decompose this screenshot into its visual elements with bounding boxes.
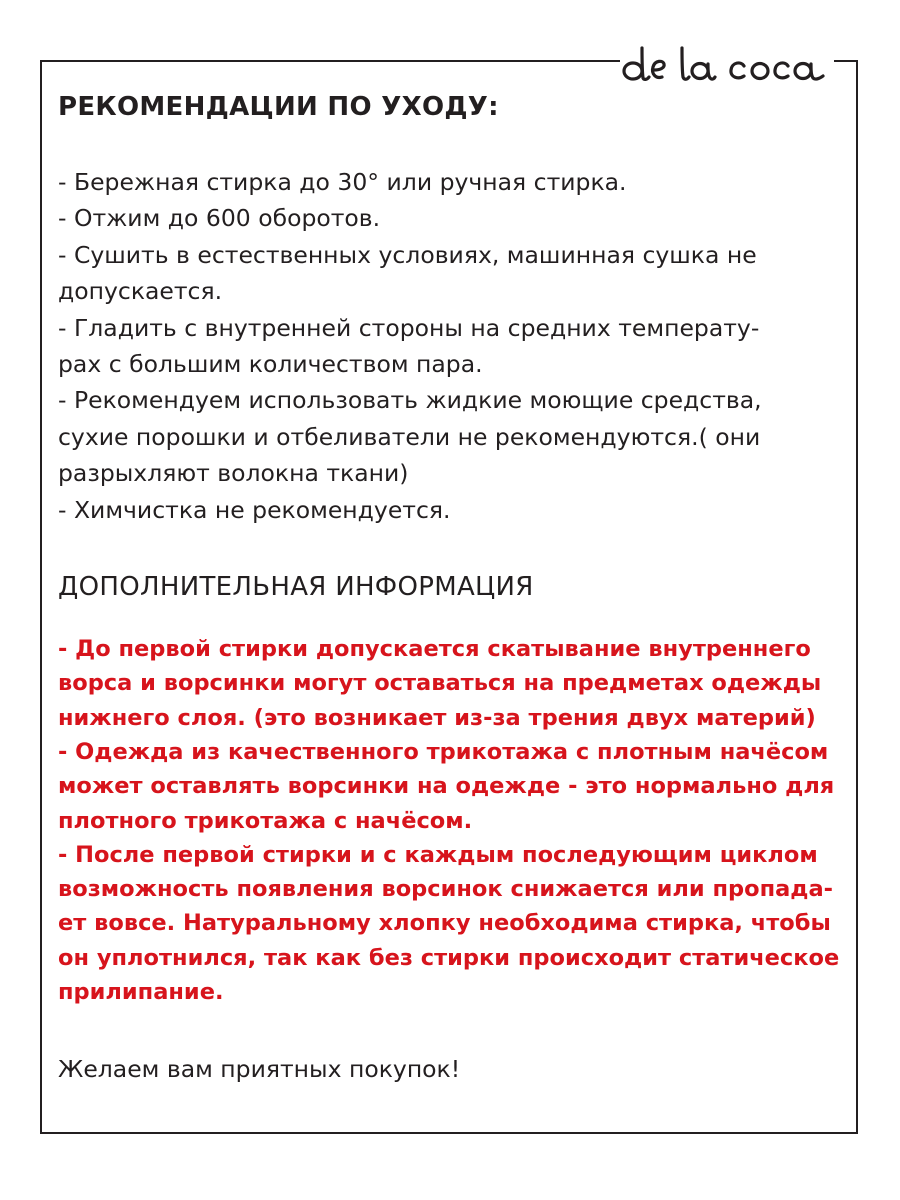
spacer — [58, 528, 848, 568]
extra-line: - После первой стирки и с каждым последующим циклом — [58, 841, 818, 868]
care-line: - Рекомендуем использовать жидкие моющие средства, — [58, 386, 762, 415]
care-line: - Гладить с внутренней стороны на средних температу- — [58, 313, 760, 342]
spacer — [58, 126, 848, 164]
extra-info-title: ДОПОЛНИТЕЛЬНАЯ ИНФОРМАЦИЯ — [58, 572, 534, 603]
extra-line: может оставлять ворсинки на одежде - это нормально для — [58, 773, 835, 800]
extra-line: прилипание. — [58, 979, 224, 1006]
care-line: допускается. — [58, 277, 223, 306]
care-line: рах с большим количеством пара. — [58, 350, 483, 379]
extra-line: - Одежда из качественного трикотажа с плотным начёсом — [58, 738, 829, 765]
care-line: сухие порошки и отбеливатели не рекомендуются.( они — [58, 422, 761, 451]
extra-line: возможность появления ворсинок снижается или пропада- — [58, 876, 833, 903]
care-line: разрыхляют волокна ткани) — [58, 459, 409, 488]
extra-info-list — [58, 632, 848, 1009]
extra-line: ворса и ворсинки могут оставаться на предметах одежды — [58, 670, 822, 697]
care-instructions-list — [58, 164, 848, 528]
spacer — [58, 1009, 848, 1051]
extra-line: - До первой стирки допускается скатывание внутреннего — [58, 636, 811, 663]
spacer — [58, 606, 848, 632]
main-content — [58, 88, 848, 1087]
care-line: - Химчистка не рекомендуется. — [58, 495, 451, 524]
extra-line: ет вовсе. Натуральному хлопку необходима стирка, чтобы — [58, 910, 831, 937]
care-line: - Отжим до 600 оборотов. — [58, 204, 381, 233]
brand-logo — [620, 40, 834, 90]
logo-wordmark — [620, 40, 834, 90]
care-line: - Сушить в естественных условиях, машинная сушка не — [58, 240, 757, 269]
care-title: РЕКОМЕНДАЦИИ ПО УХОДУ: — [58, 92, 499, 122]
care-line: - Бережная стирка до 30° или ручная стирка. — [58, 168, 627, 196]
extra-line: плотного трикотажа с начёсом. — [58, 807, 473, 834]
closing-message: Желаем вам приятных покупок! — [58, 1055, 461, 1084]
extra-line: он уплотнился, так как без стирки происходит статическое — [58, 944, 840, 971]
extra-line: нижнего слоя. (это возникает из-за трения двух материй) — [58, 704, 816, 731]
